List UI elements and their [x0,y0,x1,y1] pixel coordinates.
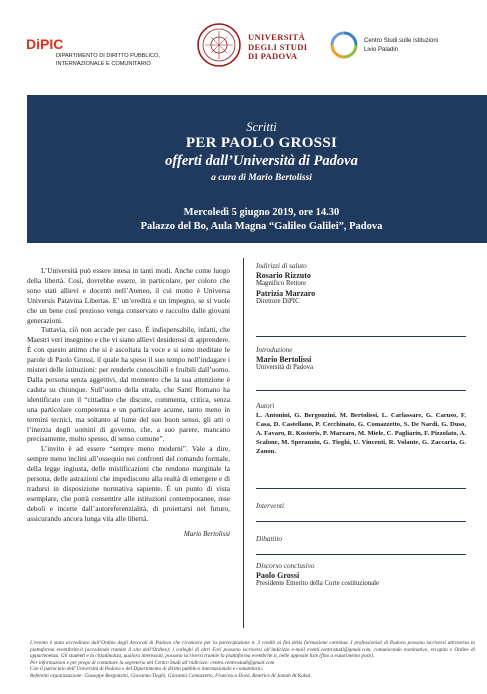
page-header [0,0,487,94]
title-banner [27,95,487,243]
separator [256,554,466,555]
autori-list: L. Antonini, G. Bergonzini, M. Bertolissi, L. Carlassare, G. Caruso, F. Casa, D. Castellano, P. Cecchinato, G. Comazzetto, S. De Nardi, G. Duso, A. Favaro, R. Kostoris, P. Marzaro, M. Miele, C. Pagliarin, F. Pizzolato, A. Scalone, M. Speranzin, G. Tieghi, U. Vincenti, R. Volante, G. Zaccaria, G. Zanon. [256,411,466,455]
separator [256,390,466,391]
intro-name: Mario Bertolissi [256,354,312,364]
signature: Mario Bertolissi [183,529,230,538]
autori-title: Autori [256,402,275,410]
dipic-dept-line1: DIPARTIMENTO DI DIRITTO PUBBLICO, [56,53,161,59]
column-divider [243,258,244,628]
introduction-text [27,266,230,544]
unipd-line2: DEGLI STUDI [248,41,308,52]
conclusivo-name: Paolo Grossi [256,570,300,580]
unipd-line1: UNIVERSITÀ [248,32,305,42]
intro-title: Introduzione [256,346,293,354]
banner-editor: a cura di Mario Bertolissi [211,173,312,183]
body-paragraph-2: Tuttavia, ciò non accade per caso. È indispensabile, infatti, che Maestri veri insegnino e che vi siano allievi desiderosi di apprendere. È con questo animo che si è ascoltata la voce e si sono meditate le parole di Paolo Grossi, il quale ha speso il suo tempo nell’indagare i misteri delle istituzioni: per renderle conoscibili e fruibili dall’uomo. Dalla persona senza aggettivi, dal momento che la sua attenzione è caduta su chiunque. Sull’uomo della strada, che Santi Romano ha identificato con il “cittadino che discute, commenta, critica, senza una particolare competenza e un particolare acume, tanto meno in termini tecnici, ma soltanto al lume del suo buon senso, gli atti o l’inerzia degli uomini di governo, che, a suo parere, mancano precisamente, molto spesso, di senso comune”. [27,325,230,444]
separator [256,488,466,489]
footer-line-3: Con il patrocinio dell’Università di Padova e del Dipartimento di diritto pubblico internazionale e comunitario. [30,666,264,673]
separator [256,336,466,337]
conclusivo-role: Presidente Emerito della Corte costituzionale [256,580,380,588]
university-seal-icon [196,22,242,68]
banner-title: PER PAOLO GROSSI [185,135,338,151]
body-paragraph-1: L’Università può essere intesa in tanti modi. Anche come luogo della libertà. Così, dovrebbe essere, in particolare, per coloro che sono stati allievi e docenti nell’Ateneo, il cui motto è Universa Universis Patavina Libertas. E’ un’eredità e un impegno, se si vuole che un bene così prezioso venga conservato e raccolto dalle giovani generazioni. [27,266,230,325]
footer-line-4: Referenti organizzazione: Giuseppe Bergonzini, Giovanna Tieghi, Giovanni Comazzetto, Francesca Dovà, Beatrice Al Jamah Al Kabal. [30,672,312,679]
intro-block [256,346,466,373]
dibattito-block [256,535,466,544]
dibattito-title: Dibattito [256,535,282,543]
interventi-title: Interventi [256,502,284,510]
event-place: Palazzo del Bo, Aula Magna “Galileo Galilei”, Padova [140,221,383,232]
autori-block [256,402,466,456]
footer-line-1: L’evento è stato accreditato dall’Ordine degli Avvocati di Padova che riconosce per la partecipazione n. 3 crediti ai fini della formazione continua. I professionisti di Padova possono iscriversi attraverso la piattaforma eventibrite.it (accedendo tramite il sito dell’Ordine); i colleghi di altri Fori possono iscriversi all’indirizzo e-mail eventi.centrostudi@gmail.com, comunicando nominativo, recapito e Ordine di appartenenza. Gli studenti e la cittadinanza, qualora interessati, possono iscriversi tramite la piattaforma eventbrite.it, nelle apposite liste (fino a esaurimento posti). [30,640,475,660]
dipic-dept-line2: INTERNAZIONALE E COMUNITARIO [56,61,151,67]
conclusivo-block [256,562,466,589]
dipic-logo-block [26,36,161,67]
event-date: Mercoledì 5 giugno 2019, ore 14.30 [183,207,340,218]
saluto-name-2: Patrizia Marzaro [256,288,316,298]
body-paragraph-3: L’invito è ad essere “sempre meno moderni”. Vale a dire, sempre meno inclini all’ossequio nei confronti del comando formale, della legge ingiusta, delle mistificazioni che rendono marginale la persona, delle astrazioni che impediscono alla realtà di emergere e di tradursi in disposizione normativa sapiente. È un punto di vista esemplare, che potrà consentire alle istituzioni contemporanee, rese deboli e incerte dall’autoreferenzialità, di proiettarsi nel futuro, assicurando ancora lunga vita alle libertà. [27,444,230,523]
saluto-title: Indirizzi di saluto [256,262,307,270]
banner-scritti: Scritti [246,120,277,134]
saluto-block [256,262,466,307]
footer-notes [30,640,475,680]
dipic-department-name [56,52,171,68]
centro-studi-logo-icon [329,30,359,60]
banner-subtitle: offerti dall’Università di Padova [165,153,358,169]
footer-line-2: Per informazioni e per prego di contattare la segreteria del Centro Studi all’indirizzo: centro.centrostudi@gmail.com [30,659,275,666]
unipd-line3: DI PADOVA [248,51,298,61]
saluto-name-1: Rosario Rizzuto [256,270,311,280]
saluto-role-1: Magnifico Rettore [256,280,307,288]
centro-studi-name [364,37,438,55]
university-name [248,33,307,62]
saluto-role-2: Direttore DiPIC [256,298,300,306]
conclusivo-title: Discorso conclusivo [256,562,315,570]
paladin-line2: Livio Paladin [364,47,399,53]
interventi-block [256,502,466,511]
intro-role: Università di Padova [256,364,314,372]
separator [256,521,466,522]
dipic-logo: DiPIC [26,36,64,52]
paladin-line1: Centro Studi sulle Istituzioni [364,38,439,44]
